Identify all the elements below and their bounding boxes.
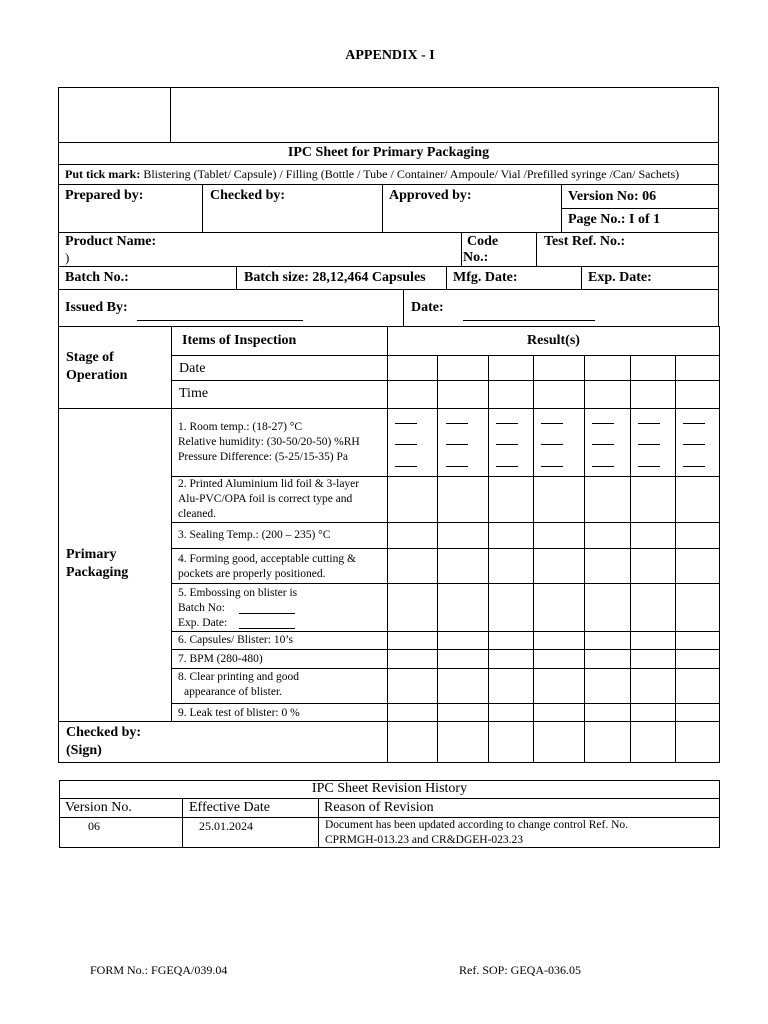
revision-reason-line-1: Document has been updated according to change control Ref. No.: [325, 819, 629, 831]
issued-by-label: Issued By:: [65, 300, 128, 315]
stage-of-operation-1: Stage of: [66, 350, 114, 365]
revision-reason-line-2: CPRMGH-013.23 and CR&DGEH-023.23: [325, 834, 524, 846]
col-effective-date: Effective Date: [189, 800, 270, 815]
ref-sop: Ref. SOP: GEQA-036.05: [459, 963, 581, 977]
issued-by-line: [137, 320, 303, 321]
date-label: Date:: [411, 300, 444, 315]
item-2-line-3: cleaned.: [178, 508, 216, 520]
item-8-line-1: 8. Clear printing and good: [178, 671, 300, 683]
exp-date-label: Exp. Date:: [588, 270, 652, 285]
sheet-title: IPC Sheet for Primary Packaging: [287, 145, 490, 160]
code-no-label: Code: [467, 234, 499, 249]
item-1-pressure: Pressure Difference: (5-25/15-35) Pa: [178, 451, 348, 463]
checked-by-label: Checked by:: [210, 188, 286, 203]
batch-size: Batch size: 28,12,464 Capsules: [244, 270, 426, 285]
inspection-table: [58, 326, 720, 763]
item-2: [178, 477, 359, 522]
revision-history-title: IPC Sheet Revision History: [311, 781, 468, 796]
version-no: Version No: 06: [568, 189, 657, 204]
checked-by-sign-1: Checked by:: [66, 725, 142, 740]
item-2-line-2: Alu-PVC/OPA foil is correct type and: [178, 493, 353, 505]
item-8: [178, 670, 299, 700]
items-of-inspection-header: Items of Inspection: [182, 333, 297, 348]
item-1-room-temp: 1. Room temp.: (18-27) °C: [178, 421, 303, 433]
col-version-no: Version No.: [65, 800, 132, 815]
item-5-exp-date: Exp. Date:: [178, 617, 228, 629]
logo-divider: [170, 87, 171, 143]
item-4-line-2: pockets are properly positioned.: [178, 568, 326, 580]
checked-by-sign-2: (Sign): [66, 743, 102, 758]
item-8-line-2: appearance of blister.: [184, 686, 283, 698]
item-5-line-1: 5. Embossing on blister is: [178, 587, 298, 599]
item-4-line-1: 4. Forming good, acceptable cutting &: [178, 553, 356, 565]
item-6: 6. Capsules/ Blister: 10’s: [178, 634, 293, 646]
revision-date: 25.01.2024: [199, 819, 253, 833]
item-5-exp-line: [239, 628, 295, 629]
primary-packaging-1: Primary: [66, 547, 117, 562]
col-reason-of-revision: Reason of Revision: [324, 800, 434, 815]
item-5: [178, 586, 297, 631]
batch-no-label: Batch No.:: [65, 270, 129, 285]
item-3: 3. Sealing Temp.: (200 – 235) °C: [178, 529, 331, 541]
item-4: [178, 552, 356, 582]
tick-mark-label: Put tick mark:: [65, 167, 141, 181]
item-1-humidity: Relative humidity: (30-50/20-50) %RH: [178, 436, 360, 448]
form-no: FORM No.: FGEQA/039.04: [90, 963, 228, 977]
item-9: 9. Leak test of blister: 0 %: [178, 707, 300, 719]
code-no-label-2: No.:: [463, 250, 489, 265]
logo-box: [58, 87, 719, 143]
product-name-value: ): [65, 250, 70, 265]
item-5-batch-line: [239, 613, 295, 614]
date-row-label: Date: [179, 361, 206, 376]
item-5-batch-no: Batch No:: [178, 602, 225, 614]
test-ref-no-label: Test Ref. No.:: [544, 234, 626, 249]
revision-reason: [325, 818, 628, 848]
date-line: [463, 320, 595, 321]
stage-of-operation-2: Operation: [66, 368, 128, 383]
revision-version: 06: [88, 819, 100, 833]
tick-mark-line: [65, 167, 679, 182]
tick-mark-options: Blistering (Tablet/ Capsule) / Filling (Bottle / Tube / Container/ Ampoule/ Vial /Prefilled syringe /Can/ Sachets): [143, 167, 680, 181]
page-no: Page No.: I of 1: [568, 212, 661, 227]
results-header: Result(s): [527, 333, 580, 348]
item-2-line-1: 2. Printed Aluminium lid foil & 3-layer: [178, 478, 360, 490]
mfg-date-label: Mfg. Date:: [453, 270, 518, 285]
product-name-label: Product Name:: [65, 234, 157, 249]
item-1: [178, 420, 360, 465]
item-7: 7. BPM (280-480): [178, 653, 263, 665]
approved-by-label: Approved by:: [389, 188, 472, 203]
prepared-by-label: Prepared by:: [65, 188, 144, 203]
primary-packaging-2: Packaging: [66, 565, 129, 580]
appendix-title: APPENDIX - I: [345, 48, 435, 63]
time-row-label: Time: [179, 386, 209, 401]
